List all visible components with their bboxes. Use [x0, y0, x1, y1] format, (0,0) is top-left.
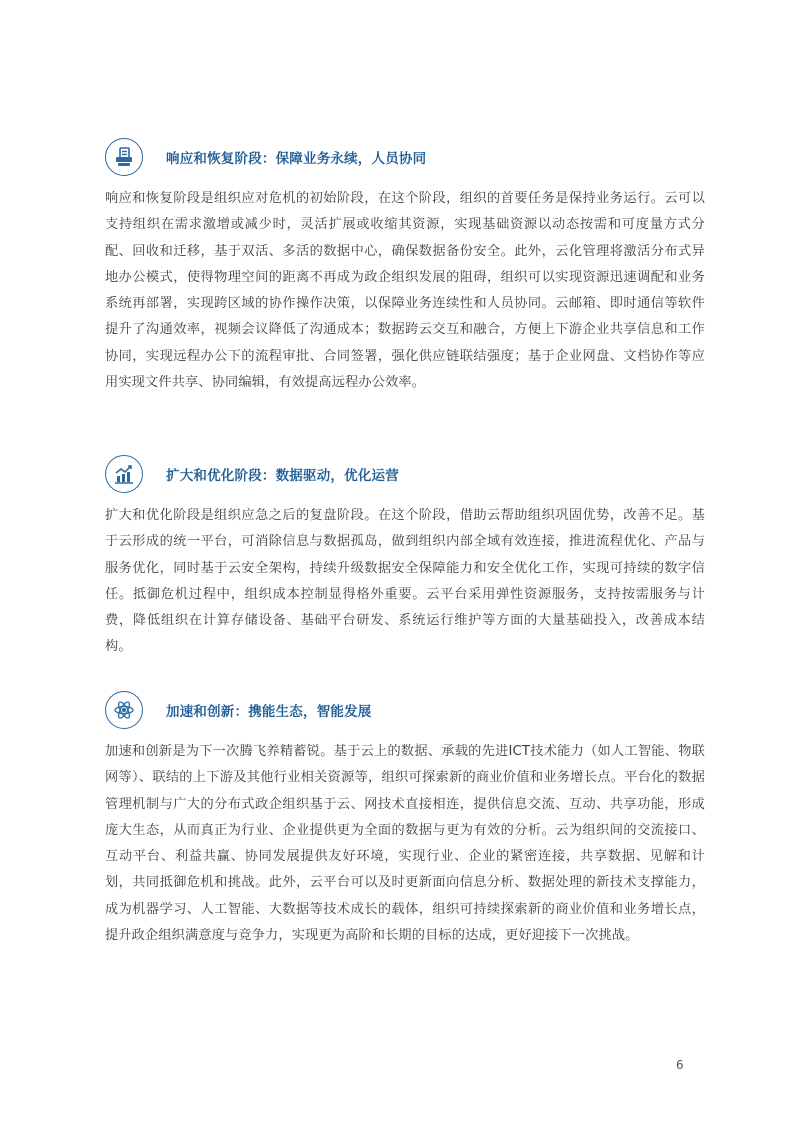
- section-body: 扩大和优化阶段是组织应急之后的复盘阶段。在这个阶段，借助云帮助组织巩固优势，改善不足。基于云形成的统一平台，可消除信息与数据孤岛，做到组织内部全域有效连接，推进流程优化、产品与服务优化，同时基于云安全架构，持续升级数据安全保障能力和安全优化工作，实现可持续的数字信任。抵御危机过程中，组织成本控制显得格外重要。云平台采用弹性资源服务，支持按需服务与计费，降低组织在计算存储设备、基础平台研发、系统运行维护等方面的大量基础投入，改善成本结构。: [105, 508, 705, 655]
- document-stack-icon: [105, 138, 143, 176]
- section-header: [105, 691, 705, 733]
- bar-chart-growth-icon: [105, 455, 143, 493]
- section-body: 加速和创新是为下一次腾飞养精蓄锐。基于云上的数据、承载的先进ICT技术能力（如人工智能、物联网等）、联结的上下游及其他行业相关资源等，组织可探索新的商业价值和业务增长点。平台化的数据管理机制与广大的分布式政企组织基于云、网技术直接相连，提供信息交流、互动、共享功能，形成庞大生态，从而真正为行业、企业提供更为全面的数据与更为有效的分析。云为组织间的交流接口、互动平台、利益共赢、协同发展提供友好环境，实现行业、企业的紧密连接，共享数据、见解和计划，共同抵御危机和挑战。此外，云平台可以及时更新面向信息分析、数据处理的新技术支撑能力，成为机器学习、人工智能、大数据等技术成长的载体，组织可持续探索新的商业价值和业务增长点，提升政企组织满意度与竞争力，实现更为高阶和长期的目标的达成，更好迎接下一次挑战。: [105, 744, 705, 944]
- section-accelerate-innovate: [105, 691, 705, 949]
- page-number: 6: [676, 1058, 684, 1072]
- section-body: 响应和恢复阶段是组织应对危机的初始阶段，在这个阶段，组织的首要任务是保持业务运行。云可以支持组织在需求激增或减少时，灵活扩展或收缩其资源，实现基础资源以动态按需和可度量方式分配、回收和迁移，基于双活、多活的数据中心，确保数据备份安全。此外，云化管理将激活分布式异地办公模式，使得物理空间的距离不再成为政企组织发展的阻碍，组织可以实现资源迅速调配和业务系统再部署，实现跨区域的协作操作决策，以保障业务连续性和人员协同。云邮箱、即时通信等软件提升了沟通效率，视频会议降低了沟通成本；数据跨云交互和融合，方便上下游企业共享信息和工作协同，实现远程办公下的流程审批、合同签署，强化供应链联结强度；基于企业网盘、文档协作等应用实现文件共享、协同编辑，有效提高远程办公效率。: [105, 191, 705, 391]
- section-response-recovery: [105, 138, 705, 396]
- section-header: [105, 455, 705, 497]
- section-expand-optimize: [105, 455, 705, 661]
- section-header: [105, 138, 705, 180]
- section-title: 扩大和优化阶段：数据驱动，优化运营: [166, 468, 399, 484]
- section-title: 响应和恢复阶段：保障业务永续，人员协同: [166, 151, 427, 167]
- section-title: 加速和创新：携能生态，智能发展: [166, 704, 372, 720]
- atom-icon: [105, 691, 143, 729]
